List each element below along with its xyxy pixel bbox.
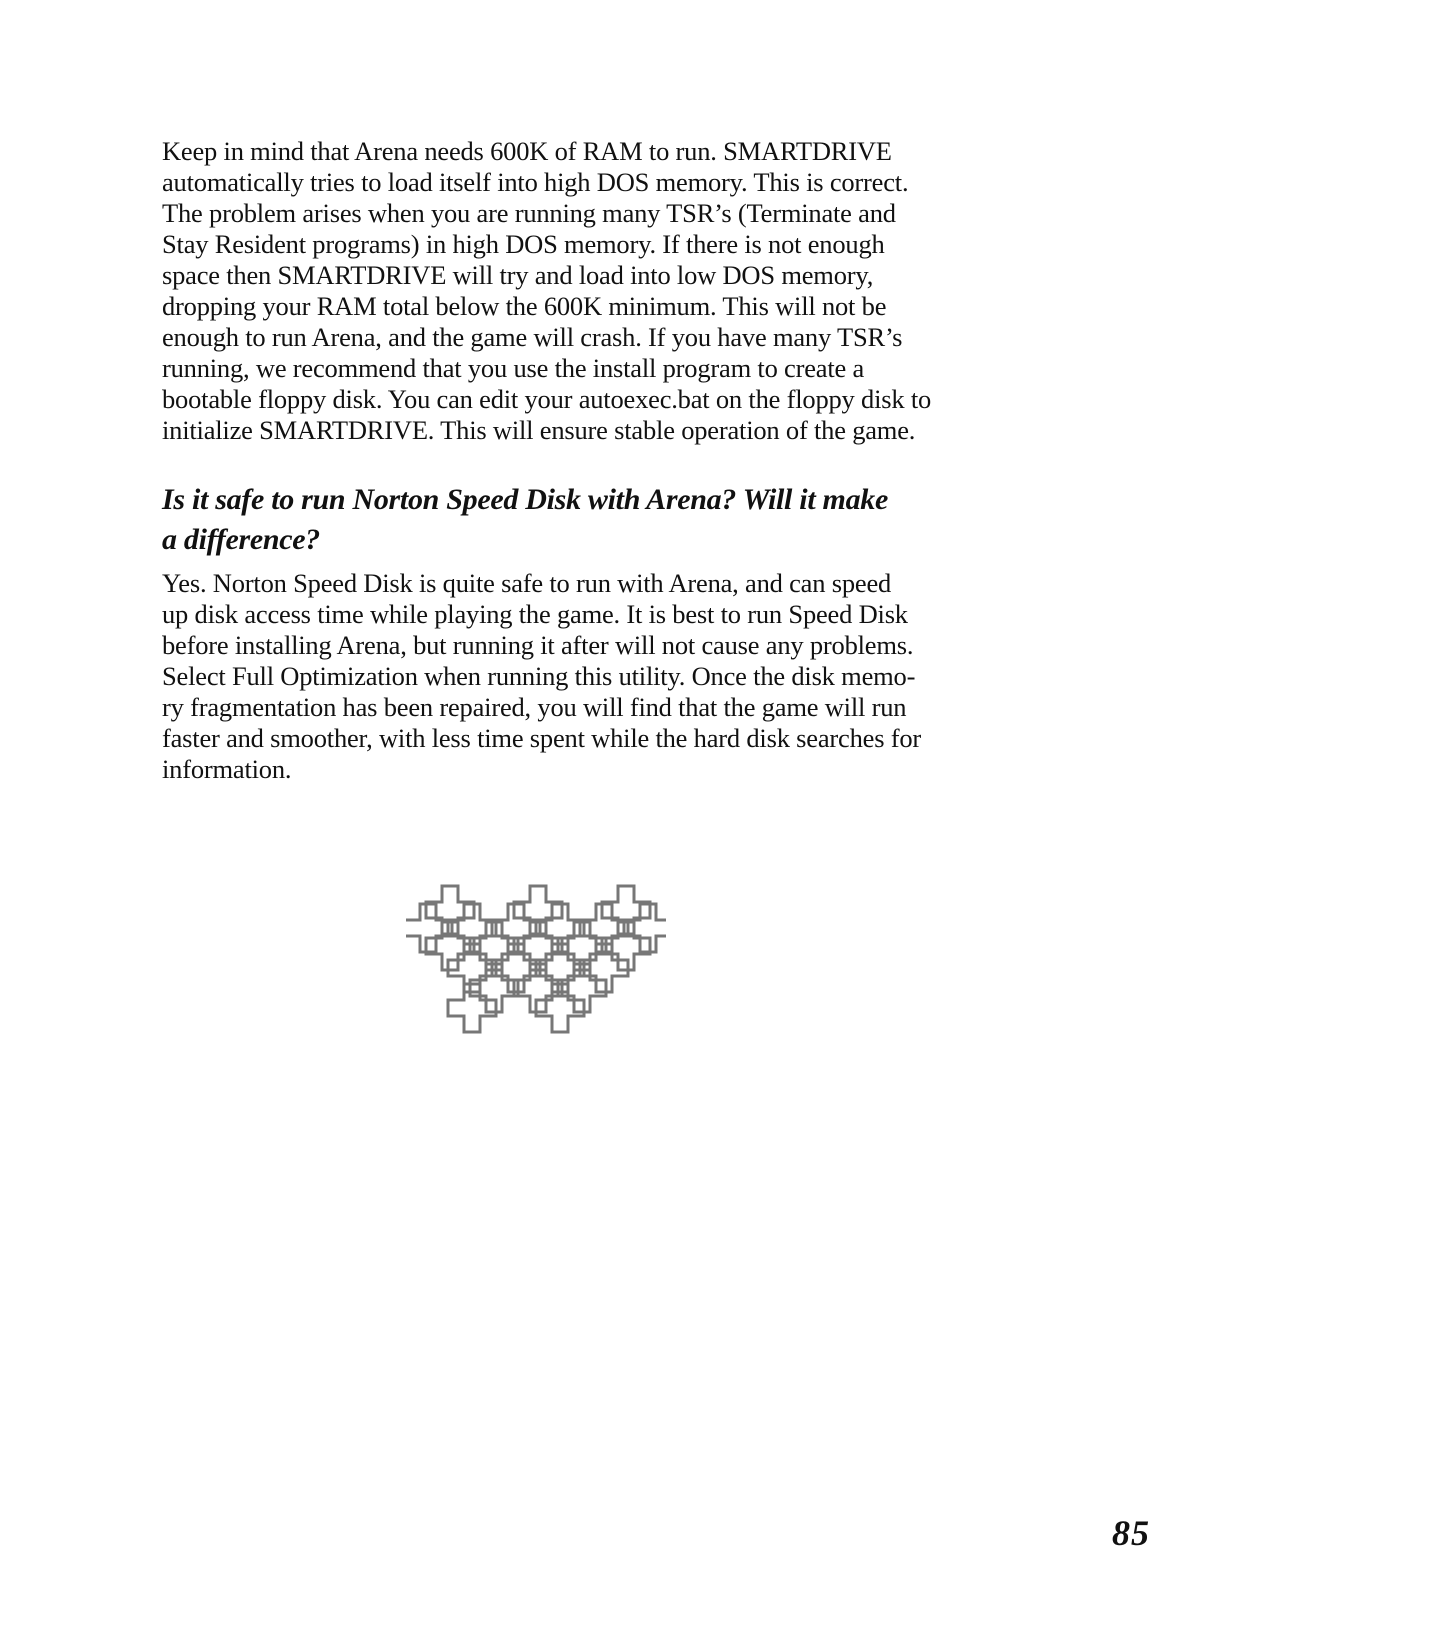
ornament-cross: [426, 886, 474, 934]
smartdrive-paragraph: Keep in mind that Arena needs 600K of RAM to run. SMARTDRIVE automatically tries to load itself into high DOS memory. This is correct. The problem arises when you are running many TSR’s (Terminate and Stay Resident programs) in high DOS memory. If there is not enough space then SMARTDRIVE will try and load into low DOS memory, dropping your RAM total below the 600K minimum. This will not be enough to run Arena, and the game will crash. If you have many TSR’s running, we recommend that you use the install program to create a bootable floppy disk. You can edit your autoexec.bat on the floppy disk to initialize SMARTDRIVE. This will ensure stable operation of the game.: [162, 136, 932, 445]
ornament-cross: [514, 886, 562, 934]
page-number: 85: [1112, 1513, 1150, 1553]
ornament-cross: [624, 904, 666, 952]
cross-lattice-ornament-icon: [406, 884, 666, 1036]
section-heading: Is it safe to run Norton Speed Disk with Arena? Will it make a difference?: [162, 483, 889, 556]
ornament-cross: [602, 922, 650, 970]
ornament-cross: [602, 886, 650, 934]
speed-disk-paragraph: Yes. Norton Speed Disk is quite safe to run with Arena, and can speed up disk access time while playing the game. It is best to run Speed Disk before installing Arena, but running it after will not cause any problems. Select Full Optimization when running this utility. Once the disk memo- ry fragmentation has been repaired, you will find that the game will run faster and smoother, with less time spent while the hard disk searches for information.: [162, 568, 922, 784]
page-content: [162, 136, 962, 785]
ornament-cross: [426, 922, 474, 970]
ornament-cross: [406, 904, 452, 952]
